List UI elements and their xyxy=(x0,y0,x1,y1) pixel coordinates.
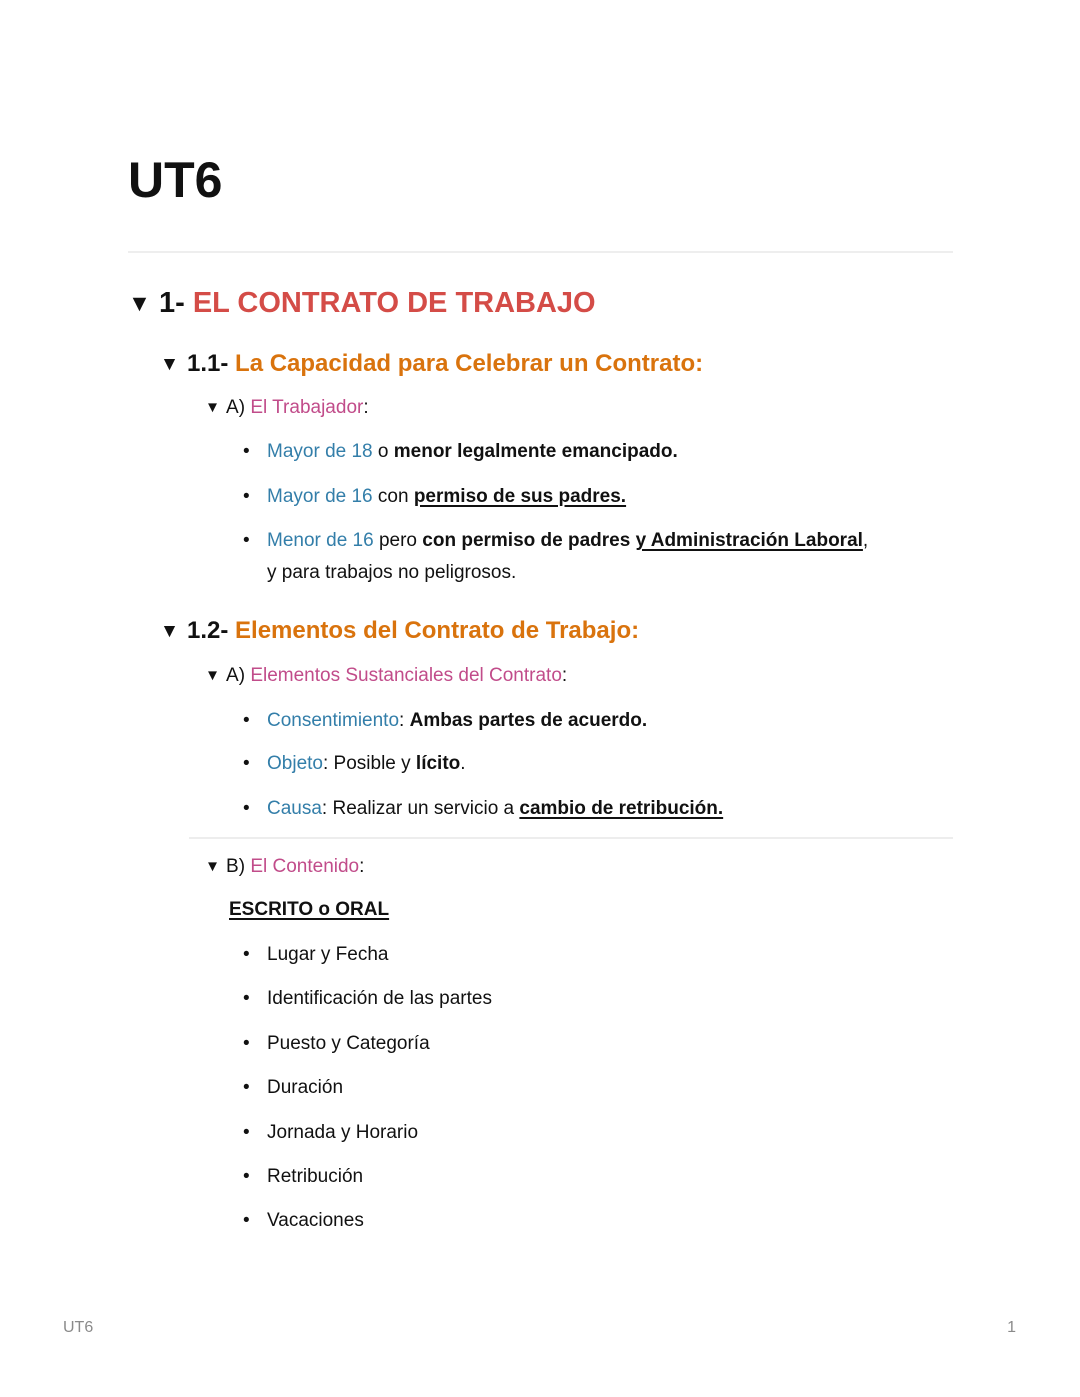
subsection-number: 1.1- xyxy=(187,350,229,377)
item-bold: con permiso de padres xyxy=(422,530,636,551)
list-item xyxy=(243,942,388,968)
item-key: Objeto xyxy=(267,753,323,774)
item-text: : Realizar un servicio a xyxy=(321,798,520,819)
item-text: : xyxy=(399,710,410,731)
item-bold: lícito xyxy=(415,753,461,774)
triangle-down-icon[interactable]: ▼ xyxy=(205,667,221,684)
toggle-el-contenido[interactable] xyxy=(205,854,364,880)
item-bold: Ambas partes de acuerdo. xyxy=(409,710,648,731)
item-tail: , xyxy=(862,530,869,551)
list-item xyxy=(243,751,466,777)
bullet-dot-icon: • xyxy=(243,1033,250,1054)
list-item xyxy=(243,439,678,465)
bullet-dot-icon: • xyxy=(243,798,250,819)
section-divider xyxy=(189,837,953,839)
escrito-oral-heading: ESCRITO o ORAL xyxy=(229,899,390,920)
list-item xyxy=(243,986,492,1012)
triangle-down-icon[interactable]: ▼ xyxy=(205,858,221,875)
bullet-dot-icon: • xyxy=(243,530,250,551)
section-number: 1- xyxy=(158,287,185,319)
toggle-suffix: : xyxy=(359,856,365,877)
item-text: Identificación de las partes xyxy=(267,988,492,1009)
footer-title: UT6 xyxy=(63,1319,94,1336)
page-number: 1 xyxy=(1007,1319,1016,1336)
page-title: UT6 xyxy=(128,152,223,208)
subsection-title: La Capacidad para Celebrar un Contrato: xyxy=(235,350,704,377)
title-divider xyxy=(128,251,953,253)
item-text: Lugar y Fecha xyxy=(267,944,389,965)
item-tail: . xyxy=(460,753,466,774)
bullet-dot-icon: • xyxy=(243,441,250,462)
triangle-down-icon[interactable]: ▼ xyxy=(128,290,151,316)
bullet-dot-icon: • xyxy=(243,1077,250,1098)
item-text: o xyxy=(372,441,394,462)
list-item xyxy=(243,1075,343,1101)
toggle-prefix: A) xyxy=(226,665,246,686)
triangle-down-icon[interactable]: ▼ xyxy=(205,399,221,416)
list-item xyxy=(243,796,723,822)
item-text: Retribución xyxy=(267,1166,364,1187)
toggle-label: El Contenido xyxy=(250,856,360,877)
triangle-down-icon[interactable]: ▼ xyxy=(160,621,179,642)
bullet-dot-icon: • xyxy=(243,710,250,731)
triangle-down-icon[interactable]: ▼ xyxy=(160,354,179,375)
list-item xyxy=(243,1120,418,1146)
subsection-title: Elementos del Contrato de Trabajo: xyxy=(235,617,640,644)
list-item xyxy=(243,1031,430,1057)
item-bold-underline: permiso de sus padres. xyxy=(413,486,627,507)
list-item-continuation: y para trabajos no peligrosos. xyxy=(267,562,517,583)
toggle-prefix: B) xyxy=(226,856,246,877)
bullet-dot-icon: • xyxy=(243,944,250,965)
bullet-dot-icon: • xyxy=(243,753,250,774)
list-item xyxy=(243,708,647,734)
list-item xyxy=(243,528,868,554)
item-bold-underline: cambio de retribución. xyxy=(519,798,724,819)
item-bold-underline: y Administración Laboral xyxy=(635,530,863,551)
item-key: Consentimiento xyxy=(267,710,400,731)
item-text: Puesto y Categoría xyxy=(267,1033,430,1054)
toggle-el-trabajador[interactable] xyxy=(205,395,369,421)
bullet-dot-icon: • xyxy=(243,988,250,1009)
item-text: Duración xyxy=(267,1077,344,1098)
toggle-heading-1-2[interactable] xyxy=(160,615,639,648)
item-text: Vacaciones xyxy=(267,1210,364,1231)
toggle-suffix: : xyxy=(561,665,568,686)
item-text: Jornada y Horario xyxy=(267,1122,419,1143)
item-key: Causa xyxy=(267,798,322,819)
bullet-dot-icon: • xyxy=(243,1122,250,1143)
toggle-label: El Trabajador xyxy=(250,397,364,418)
toggle-prefix: A) xyxy=(226,397,246,418)
bullet-dot-icon: • xyxy=(243,486,250,507)
item-key: Mayor de 18 xyxy=(267,441,373,462)
item-text: con xyxy=(372,486,414,507)
toggle-heading-1-1[interactable] xyxy=(160,348,703,381)
list-item xyxy=(243,484,626,510)
toggle-label: Elementos Sustanciales del Contrato xyxy=(250,665,562,686)
section-title: EL CONTRATO DE TRABAJO xyxy=(192,287,596,319)
item-text: : Posible y xyxy=(322,753,416,774)
bullet-dot-icon: • xyxy=(243,1166,250,1187)
list-item xyxy=(243,1164,363,1190)
toggle-suffix: : xyxy=(363,397,369,418)
toggle-elementos-sustanciales[interactable] xyxy=(205,663,567,689)
item-text: pero xyxy=(373,530,423,551)
list-item xyxy=(243,1208,364,1234)
toggle-heading-section-1[interactable] xyxy=(128,284,596,322)
item-key: Menor de 16 xyxy=(267,530,374,551)
subsection-number: 1.2- xyxy=(187,617,229,644)
item-bold: menor legalmente emancipado. xyxy=(393,441,678,462)
bullet-dot-icon: • xyxy=(243,1210,250,1231)
item-key: Mayor de 16 xyxy=(267,486,373,507)
